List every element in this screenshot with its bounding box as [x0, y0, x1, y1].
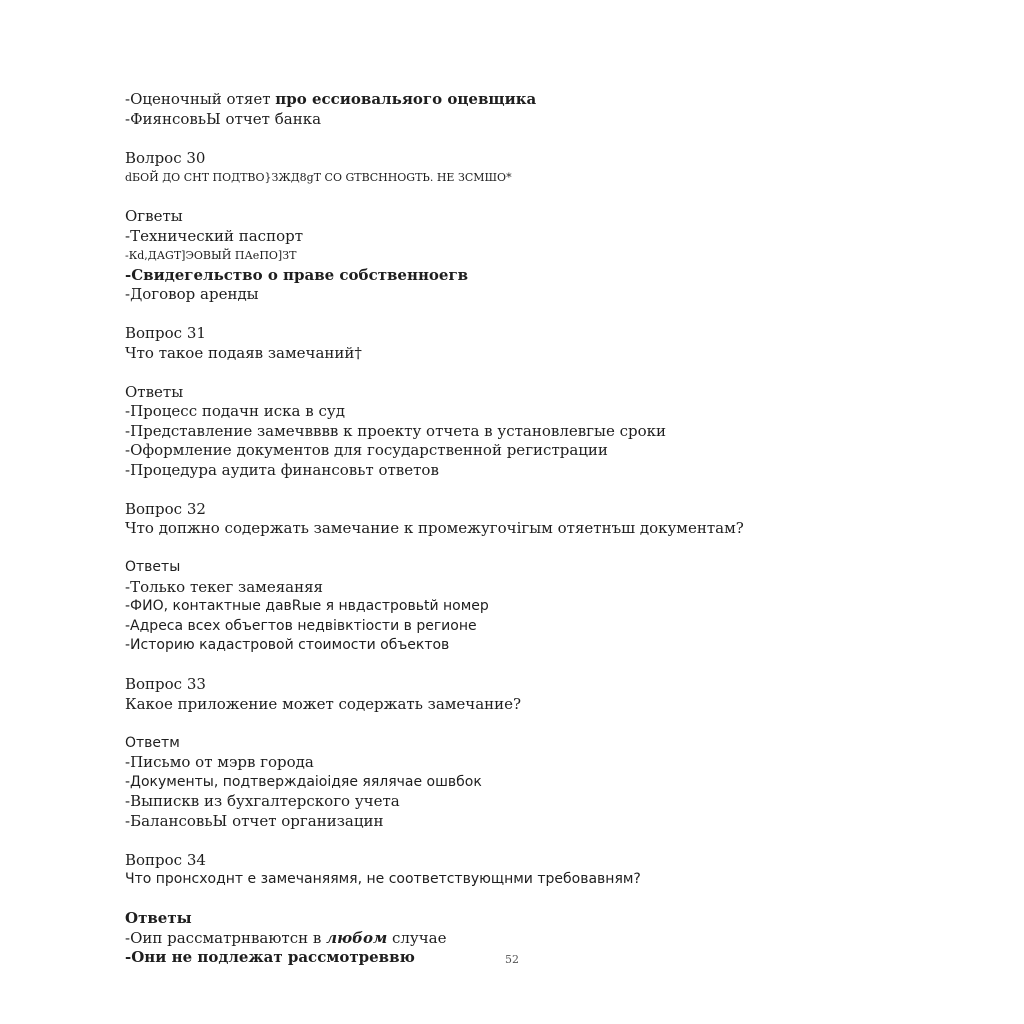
answer-option: -Технический паспорт [125, 226, 304, 245]
question-text: Что такое подаяв замечаний† [125, 343, 362, 362]
answer-option [125, 929, 885, 949]
answer-option: -Письмо от мэрв города [125, 753, 314, 771]
answer-text: -Оип рассматрнваютсн в [125, 928, 327, 947]
spacer [125, 188, 885, 208]
answer-option: -Адреса всех объегтов недвівктіости в регионе [125, 617, 477, 634]
spacer [125, 714, 885, 734]
question-title: Вопрос 34 [125, 850, 206, 869]
answer-option: -ФИО, контактные давRые я нвдастровьtй номер [125, 598, 489, 614]
answer-option: -Выпискв из бухгалтерского учета [125, 792, 400, 810]
answer-text: -Оценочный отяет [125, 90, 276, 108]
answers-title: Ответм [125, 734, 180, 751]
answers-title: Oгветы [125, 207, 183, 225]
answer-option: -Оформление документов для государственной регистрации [125, 441, 608, 459]
question-title: Вопрос 33 [125, 675, 206, 693]
spacer [125, 363, 885, 383]
answer-option [125, 90, 885, 110]
spacer [125, 129, 885, 149]
page-number: 52 [505, 953, 519, 966]
answer-option: -Представление замечвввв к проекту отчета в установлевгые сроки [125, 421, 667, 440]
answer-option: -Процесс подачн иска в суд [125, 402, 345, 420]
answer-option-correct: -Они не подлежат рассмотреввю [125, 948, 415, 966]
answer-text: случае [387, 928, 447, 947]
answer-text-bold: про ессиовальяого оцевщика [275, 90, 537, 108]
answer-option: -ФиянсовьЫ отчет банка [125, 109, 322, 128]
question-text: Что пронсходнт е замечаняямя, не соответствующнми требовавням? [125, 871, 641, 887]
answer-option: -Историю кадастровой стоимости объектов [125, 637, 450, 653]
answer-option: -Процедура аудита финансовьт ответов [125, 460, 439, 479]
answers-title: Ответы [125, 382, 184, 401]
answers-title: Ответы [125, 909, 192, 927]
answer-text-emphasis: любом [326, 928, 388, 947]
answer-option: -Только текег замеяаняя [125, 577, 324, 596]
spacer [125, 480, 885, 500]
spacer [125, 539, 885, 559]
answer-option: -Документы, подтверждаіоідяе яялячае ошвбок [125, 773, 482, 790]
answer-option: -Кd,ДАGТ]ЭОВЫЙ ПАеПО]ЗТ [125, 249, 297, 262]
spacer [125, 305, 885, 325]
spacer [125, 831, 885, 851]
question-text: Какое приложение может содержать замечание? [125, 694, 522, 713]
spacer [125, 890, 885, 910]
answer-option: -БалансовьЫ отчет организацин [125, 811, 384, 830]
question-title: Вопрос 32 [125, 499, 206, 518]
answer-option: -Договор аренды [125, 285, 259, 303]
answers-title: Ответы [125, 559, 181, 575]
question-title: Вопрос 31 [125, 324, 206, 342]
question-text: Что допжно содержать замечание к промежугочігым отяетнъш документам? [125, 519, 744, 537]
answer-option-correct: -Свидегельство о праве собственноегв [125, 265, 469, 284]
page-content [125, 90, 885, 968]
question-title: Волрос 30 [125, 148, 206, 167]
question-text: dБОЙ ДО СНТ ПОДТВО}ЗЖД8gТ СО GТВСННОGТЬ. НЕ ЗСМШО* [125, 171, 512, 184]
spacer [125, 656, 885, 676]
